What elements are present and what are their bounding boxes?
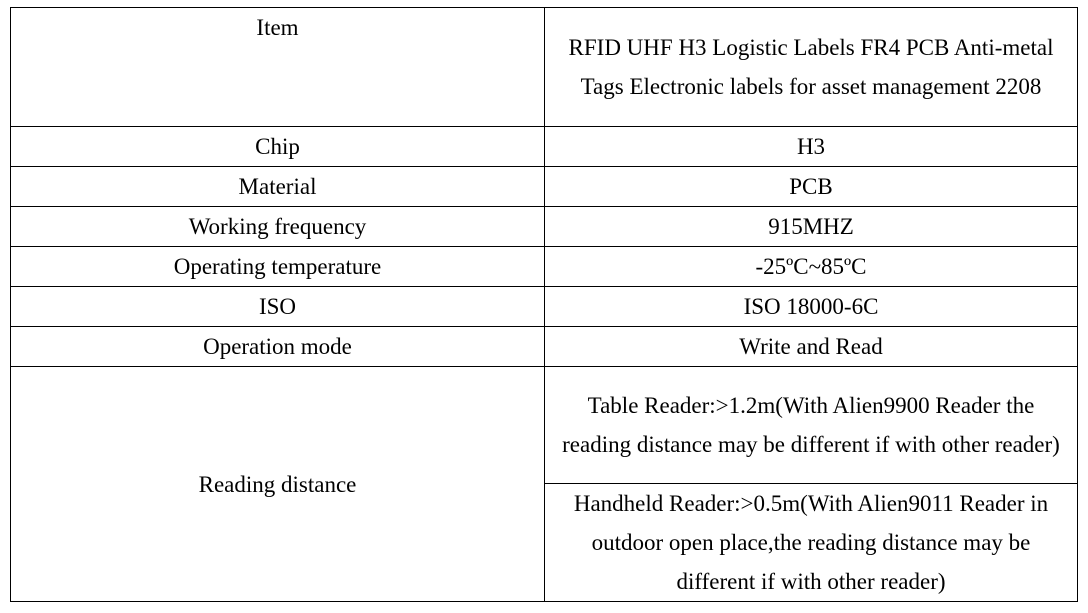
table-row-temperature — [11, 247, 1078, 287]
table-row-reading-distance — [11, 367, 1078, 484]
row-value-table-reader: Table Reader:>1.2m(With Alien9900 Reader the reading distance may be different if with other reader) — [545, 367, 1078, 484]
row-label-operation-mode: Operation mode — [11, 327, 545, 367]
table-row-iso — [11, 287, 1078, 327]
row-value-handheld-reader: Handheld Reader:>0.5m(With Alien9011 Reader in outdoor open place,the reading distance may be different if with other reader) — [545, 484, 1078, 602]
row-value-chip: H3 — [545, 127, 1078, 167]
table-row-operation-mode — [11, 327, 1078, 367]
row-value-operation-mode: Write and Read — [545, 327, 1078, 367]
row-value-item: RFID UHF H3 Logistic Labels FR4 PCB Anti-metal Tags Electronic labels for asset management 2208 — [545, 8, 1078, 127]
table-row-chip — [11, 127, 1078, 167]
table-row-material — [11, 167, 1078, 207]
row-label-material: Material — [11, 167, 545, 207]
row-value-temperature: -25ºC~85ºC — [545, 247, 1078, 287]
row-value-material: PCB — [545, 167, 1078, 207]
table-row-frequency — [11, 207, 1078, 247]
row-label-iso: ISO — [11, 287, 545, 327]
row-label-reading-distance: Reading distance — [11, 367, 545, 602]
table-row-item — [11, 8, 1078, 127]
spec-table — [10, 7, 1078, 602]
row-label-frequency: Working frequency — [11, 207, 545, 247]
row-value-frequency: 915MHZ — [545, 207, 1078, 247]
row-label-temperature: Operating temperature — [11, 247, 545, 287]
row-label-chip: Chip — [11, 127, 545, 167]
row-label-item: Item — [11, 8, 545, 127]
row-value-iso: ISO 18000-6C — [545, 287, 1078, 327]
